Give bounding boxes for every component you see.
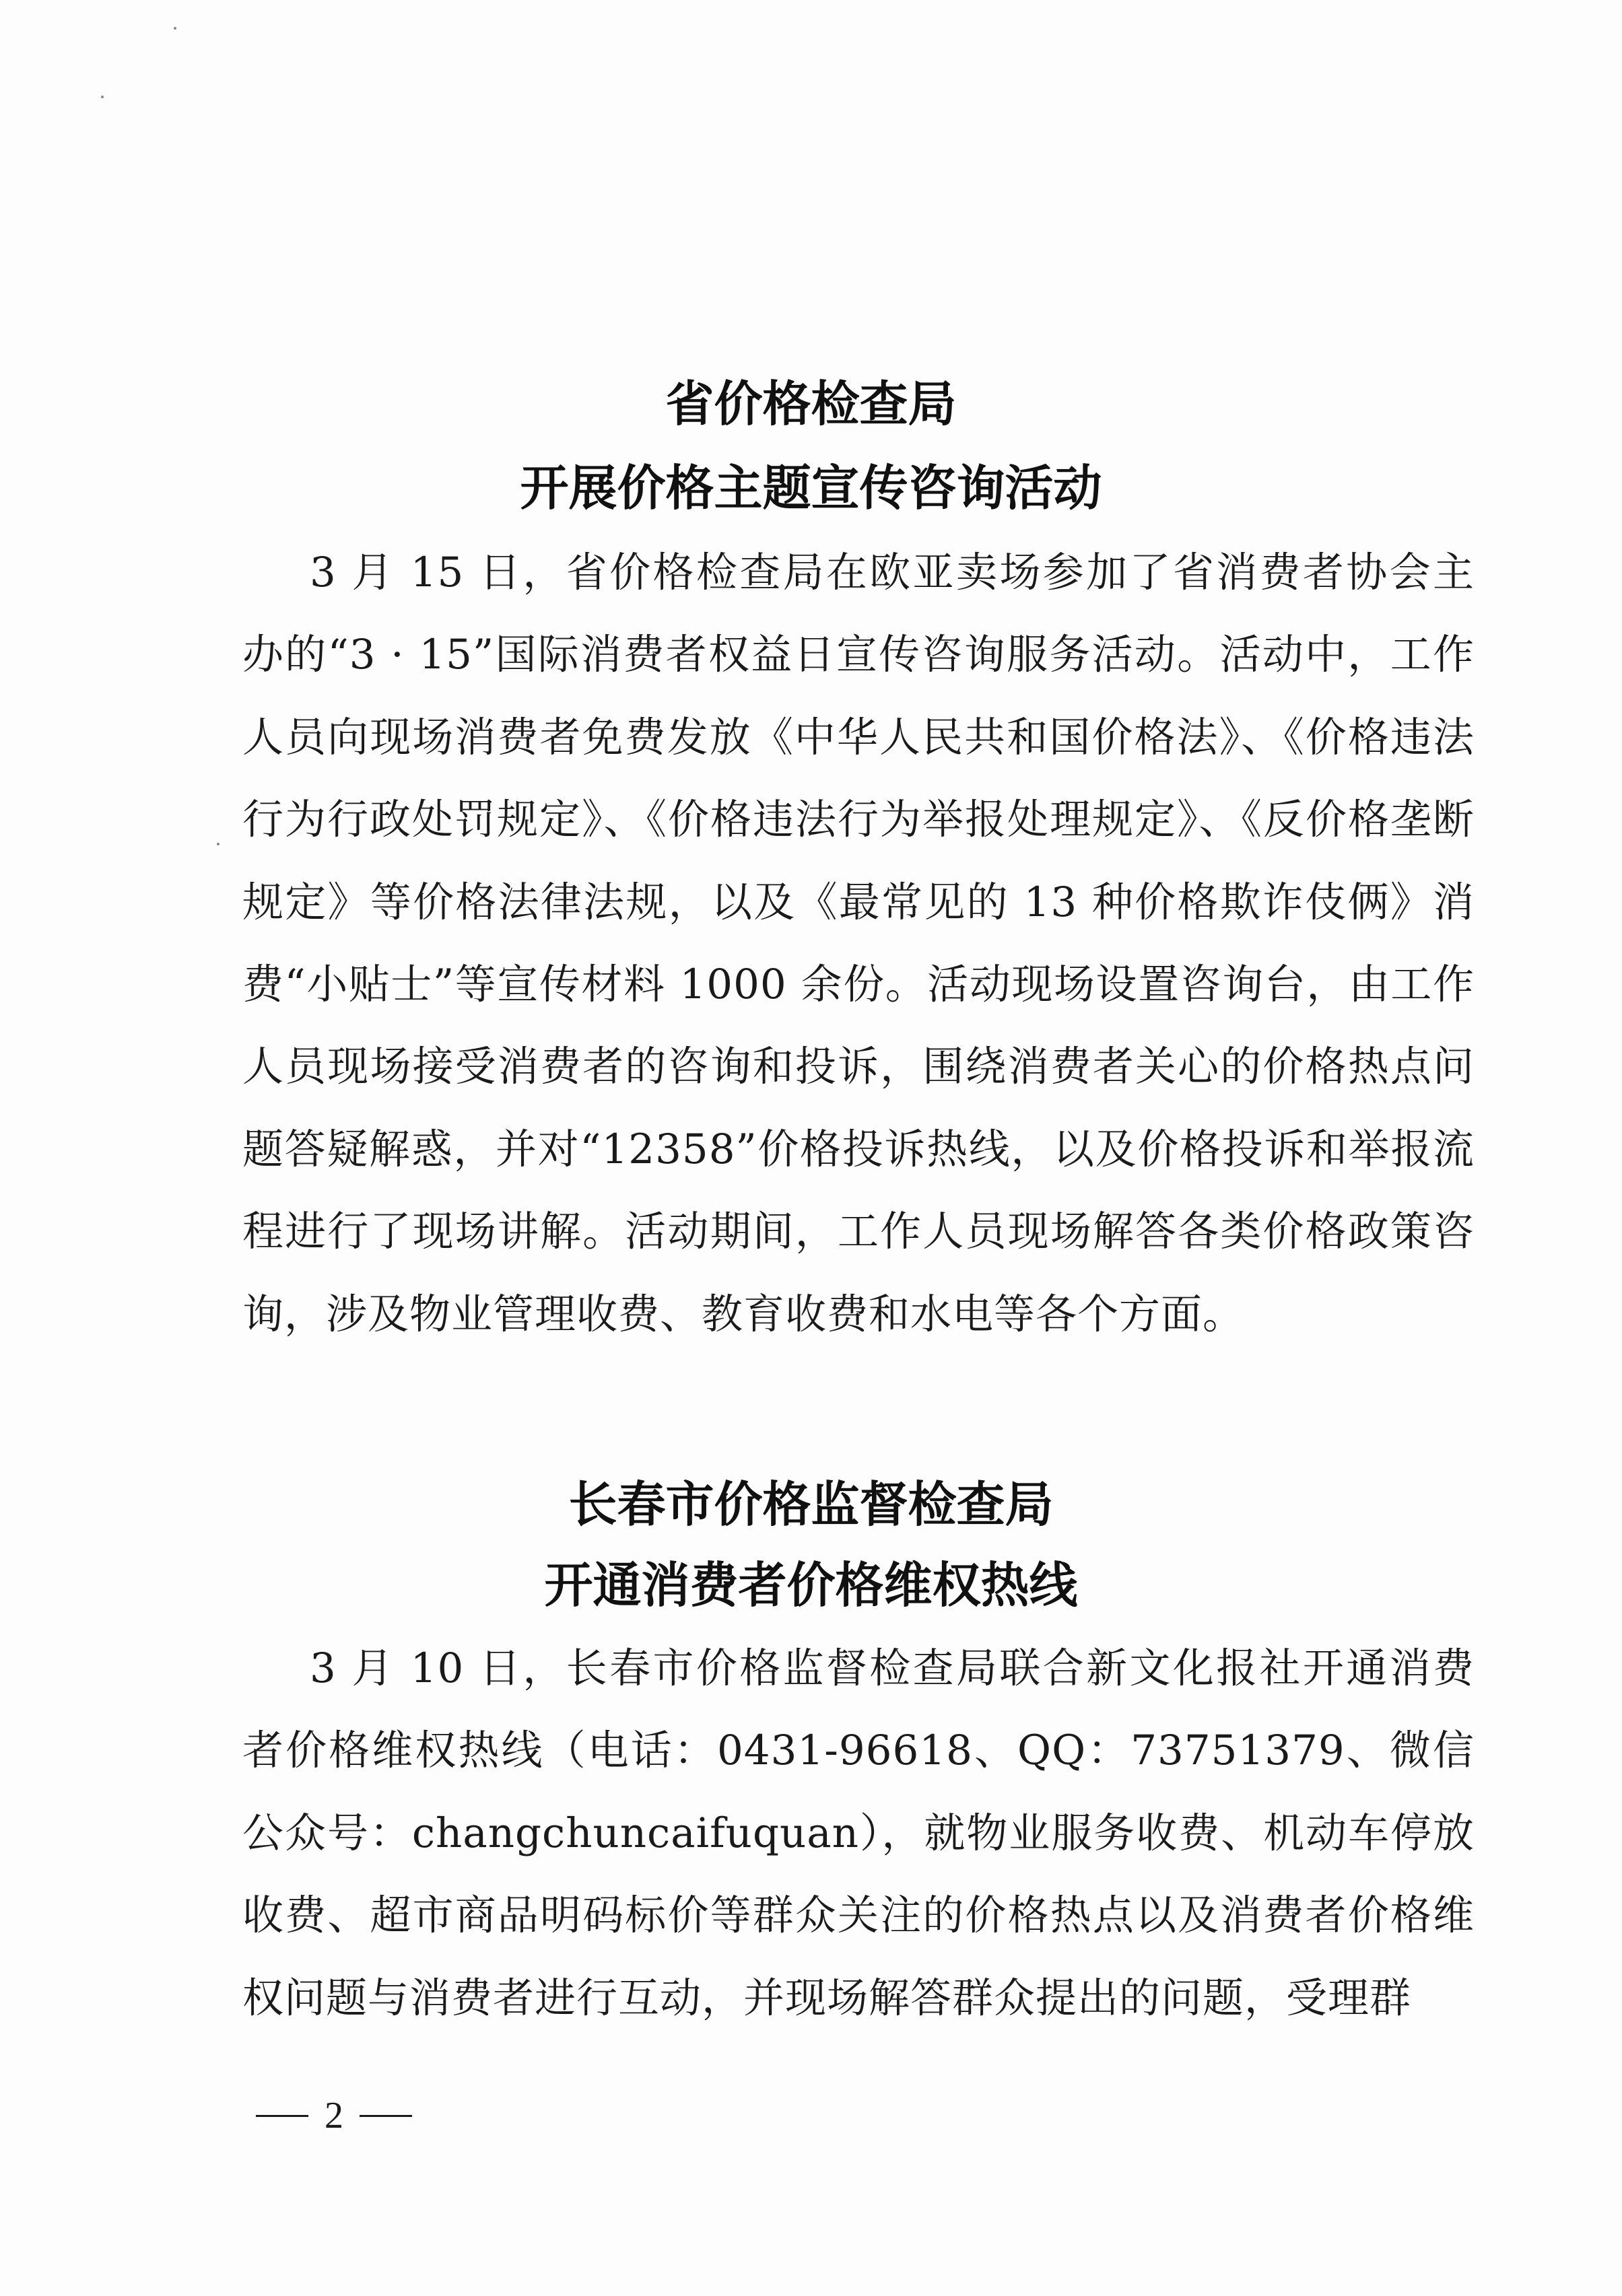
- article-1-title-line-2: 开展价格主题宣传咨询活动: [520, 459, 1102, 516]
- scan-speck: [217, 843, 219, 845]
- article-2-title-line-2: 开通消费者价格维权热线: [544, 1556, 1078, 1613]
- article-2-body: [242, 1628, 1475, 2040]
- article-1-body-text: 3 月 15 日，省价格检查局在欧亚卖场参加了省消费者协会主办的“3 · 15”国际消费者权益日宣传咨询服务活动。活动中，工作人员向现场消费者免费发放《中华人民共和国价格法》、《价格违法行为行政处罚规定》、《价格违法行为举报处理规定》、《反价格垄断规定》等价格法律法规，以及《最常见的 13 种价格欺诈伎俩》消费“小贴士”等宣传材料 1000 余份。活动现场设置咨询台，由工作人员现场接受消费者的咨询和投诉，围绕消费者关心的价格热点问题答疑解惑，并对“12358”价格投诉热线，以及价格投诉和举报流程进行了现场讲解。活动期间，工作人员现场解答各类价格政策咨询，涉及物业管理收费、教育收费和水电等各个方面。: [242, 549, 1475, 1338]
- page-footer: [256, 2092, 412, 2139]
- page-number: 2: [325, 2095, 343, 2136]
- page-number-dash-right: [360, 2115, 412, 2117]
- article-2-title-line-1: 长春市价格监督检查局: [568, 1475, 1054, 1533]
- article-1-title-line-1: 省价格检查局: [665, 375, 957, 432]
- article-2-body-text: 3 月 10 日，长春市价格监督检查局联合新文化报社开通消费者价格维权热线（电话：0431-96618、QQ：73751379、微信公众号：changchuncaifuquan），就物业服务收费、机动车停放收费、超市商品明码标价等群众关注的价格热点以及消费者价格维权问题与消费者进行互动，并现场解答群众提出的问题，受理群: [242, 1644, 1475, 2022]
- article-1-body: [242, 532, 1475, 1356]
- scan-speck: [174, 27, 176, 30]
- page-number-dash-left: [256, 2115, 308, 2117]
- scan-speck: [101, 96, 104, 98]
